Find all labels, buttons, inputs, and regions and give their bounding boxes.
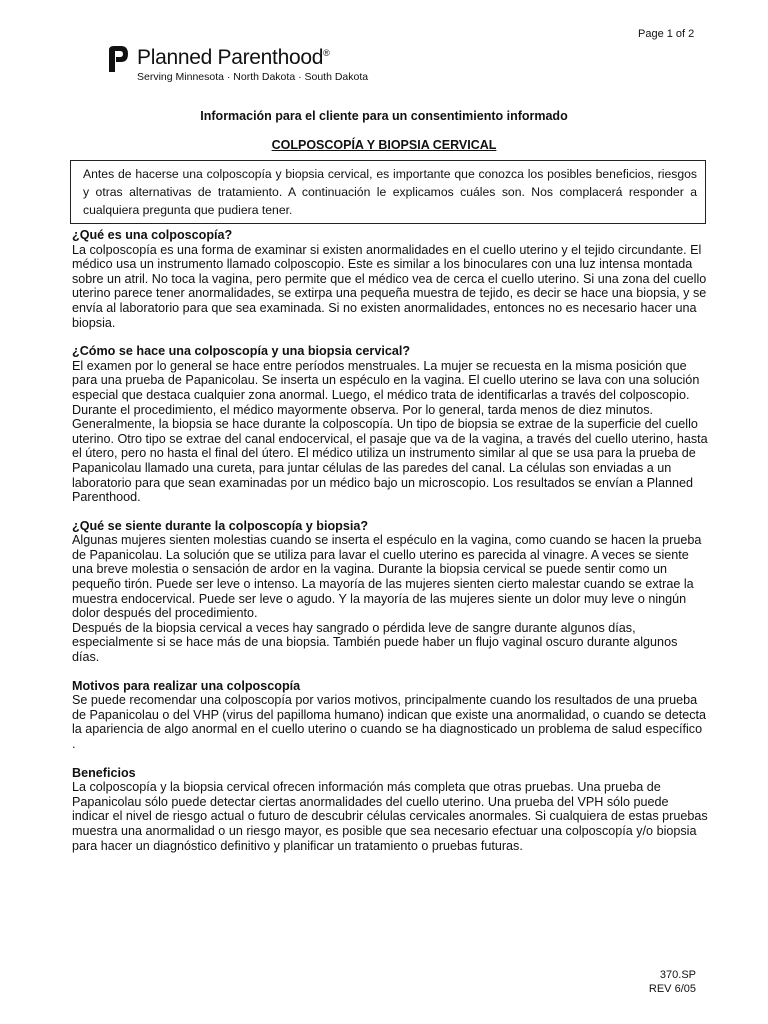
page-number: Page 1 of 2 — [638, 28, 695, 40]
section-paragraph: Se puede recomendar una colposcopía por varios motivos, principalmente cuando los resultados de una prueba de Papanicolau o del VHP (virus del papilloma humano) indican que existe una anormalidad, o cuando se detecta la apariencia de algo anormal en el cuello uterino o cuando se ha diagnosticado un problema de salud específico . — [72, 693, 707, 751]
section-what-is-colposcopy — [72, 228, 708, 330]
section-benefits — [72, 766, 708, 854]
section-heading: ¿Qué es una colposcopía? — [72, 228, 233, 242]
organization-logo — [106, 42, 368, 83]
document-title: Información para el cliente para un consentimiento informado — [200, 109, 568, 123]
section-heading: Motivos para realizar una colposcopía — [72, 678, 301, 693]
section-paragraph: El examen por lo general se hace entre períodos menstruales. La mujer se recuesta en la misma posición que para una prueba de Papanicolau. Se inserta un espéculo en la vagina. El cuello uterino se lava con una solución especial que destaca cualquier zona anormal. Luego, el médico trata de identificarlas a través del colposcopio. Durante el procedimiento, el médico mayormente observa. Por lo general, tarda menos de diez minutos. — [72, 358, 700, 417]
section-reasons — [72, 679, 708, 752]
brand-name: Planned Parenthood® — [137, 46, 330, 69]
section-paragraph: Algunas mujeres sienten molestias cuando se inserta el espéculo en la vagina, como cuando se hacen la prueba de Papanicolau. La solución que se utiliza para lavar el cuello uterino es parecida al vinagre. A veces se siente una breve molestia o sensación de ardor en la vagina. Durante la biopsia cervical se puede sentir como un pequeño tirón. Puede ser leve o intenso. La mayoría de las mujeres sienten cierto malestar cuando se extrae la muestra endocervical. Puede ser leve o agudo. Y la mayoría de las mujeres siente un dolor muy leve o ningún dolor después del procedimiento. — [72, 533, 702, 621]
section-paragraph: Después de la biopsia cervical a veces hay sangrado o pérdida leve de sangre durante algunos días, especialmente si se hace más de una biopsia. También puede haber un flujo vaginal oscuro durante algunos días. — [72, 620, 678, 665]
document-body — [72, 228, 708, 867]
section-heading: ¿Qué se siente durante la colposcopía y biopsia? — [72, 518, 369, 533]
section-paragraph: Generalmente, la biopsia se hace durante la colposcopía. Un tipo de biopsia se extrae de la superficie del cuello uterino. Otro tipo se extrae del canal endocervical, el pasaje que va de la vagina, a través del cuello uterino, hasta el útero, pero no hasta el final del útero. El médico utiliza un instrumento similar al que se usa para la prueba de Papanicolau llamado una cureta, para juntar células de las paredes del canal. La células son enviadas a un laboratorio para que sean examinadas por un médico bajo un microscopio. Los resultados se envían a Planned Parenthood. — [72, 417, 708, 505]
planned-parenthood-p-logo-icon — [106, 44, 130, 74]
section-what-it-feels-like — [72, 519, 708, 665]
intro-box: Antes de hacerse una colposcopía y biopsia cervical, es importante que conozca los posibles beneficios, riesgos y otras alternativas de tratamiento. A continuación le explicamos cuáles son. Nos complacerá responder a cualquiera pregunta que pudiera tener. — [70, 160, 706, 224]
form-footer — [600, 968, 696, 996]
section-heading: ¿Cómo se hace una colposcopía y una biopsia cervical? — [72, 344, 411, 359]
section-how-done — [72, 344, 708, 505]
section-paragraph: La colposcopía es una forma de examinar si existen anormalidades en el cuello uterino y el tejido circundante. El médico usa un instrumento llamado colposcopio. Este es similar a los binoculares con una luz intensa montada sobre un atril. No toca la vagina, pero permite que el médico vea de cerca el cuello uterino. Si una zona del cuello uterino parece tener anormalidades, se extirpa una pequeña muestra de tejido, es decir se hace una biopsia, y se envía al laboratorio para que sea examinada. Si no existen anormalidades, entonces no es necesario hacer una biopsia. — [72, 242, 707, 330]
section-paragraph: La colposcopía y la biopsia cervical ofrecen información más completa que otras pruebas. Una prueba de Papanicolau sólo puede detectar ciertas anormalidades del cuello uterino. Una prueba del VPH sólo puede indicar el nivel de riesgo actual o futuro de descubrir células cervicales anormales. Si cualquiera de estas pruebas muestra una anormalidad o un riesgo mayor, es posible que sea necesario efectuar una colposcopía y/o biopsia para hacer un diagnóstico definitivo y planificar un tratamiento o pruebas futuras. — [72, 780, 708, 853]
form-number: 370.SP — [659, 969, 696, 981]
section-heading: Beneficios — [72, 765, 136, 780]
revision-date: REV 6/05 — [648, 983, 696, 995]
document-subtitle: COLPOSCOPÍA Y BIOPSIA CERVICAL — [271, 138, 497, 152]
brand-tagline: Serving Minnesota · North Dakota · South Dakota — [137, 71, 369, 83]
